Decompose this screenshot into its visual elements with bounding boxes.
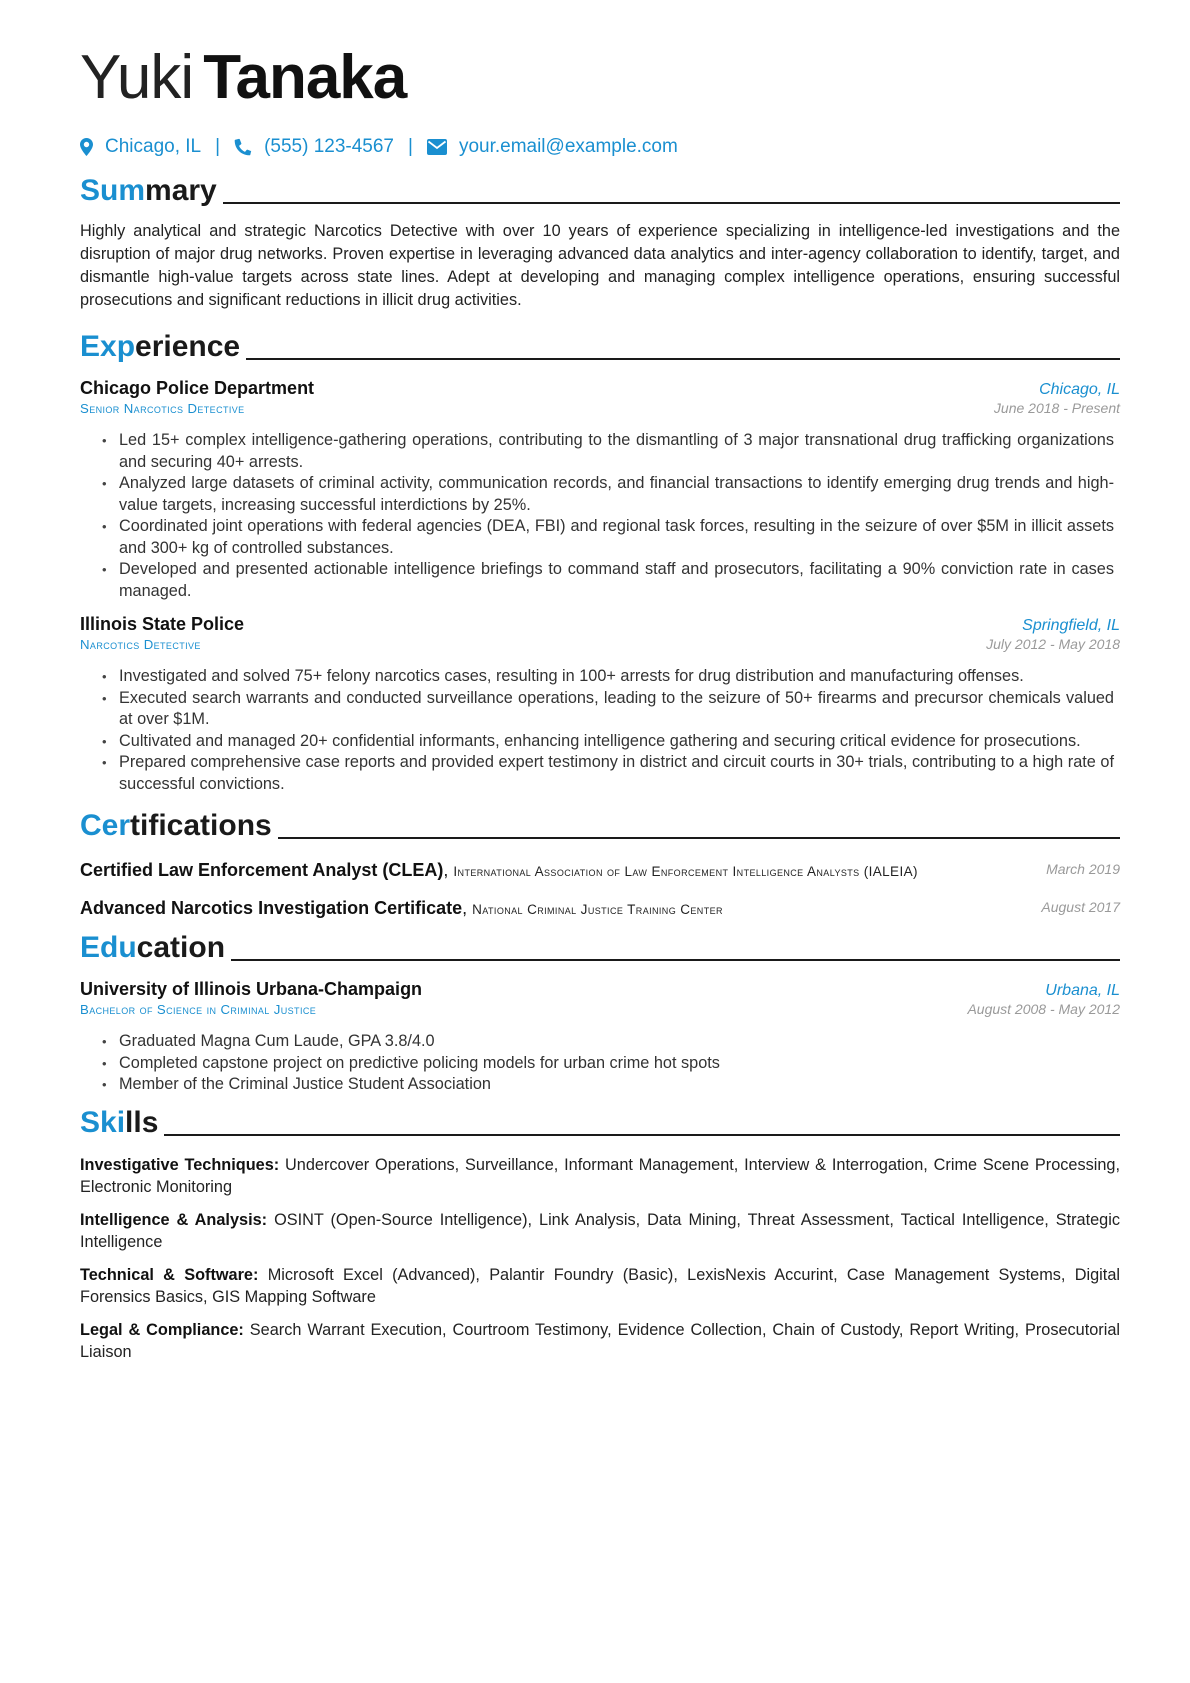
phone-text: (555) 123-4567 xyxy=(264,136,394,157)
certification-name: Advanced Narcotics Investigation Certificate xyxy=(80,898,463,918)
certification-issuer: National Criminal Justice Training Center xyxy=(472,902,723,917)
certifications-heading xyxy=(80,805,1120,845)
title-accent: Sum xyxy=(80,174,146,207)
achievement-item: • Led 15+ complex intelligence-gathering operations, contributing to the dismantling of 3 major transnational drug trafficking organizations and securing 40+ arrests. xyxy=(102,430,1120,473)
skill-list: Undercover Operations, Surveillance, Informant Management, Interview & Interrogation, Crime Scene Processing, Electronic Monitoring xyxy=(80,1155,1120,1196)
first-name: Yuki xyxy=(80,43,194,112)
skill-list: Microsoft Excel (Advanced), Palantir Foundry (Basic), LexisNexis Accurint, Case Management Systems, Digital Forensics Basics, GIS Mapping Software xyxy=(80,1265,1120,1306)
section-rule xyxy=(278,837,1120,839)
skill-category: Investigative Techniques: xyxy=(80,1155,280,1174)
skill-category: Legal & Compliance: xyxy=(80,1320,244,1339)
achievement-list xyxy=(80,430,1120,602)
resume-content xyxy=(80,38,1120,1364)
section-rule xyxy=(231,959,1120,961)
achievement-item: • Investigated and solved 75+ felony narcotics cases, resulting in 100+ arrests for drug distribution and manufacturing offenses. xyxy=(102,666,1120,688)
employer-location: Chicago, IL xyxy=(1039,381,1120,398)
achievement-item: • Prepared comprehensive case reports and provided expert testimony in district and circuit courts in 30+ trials, contributing to a high rate of successful convictions. xyxy=(102,752,1120,795)
location-text: Chicago, IL xyxy=(105,136,202,157)
envelope-icon xyxy=(427,139,447,155)
job-dates: June 2018 - Present xyxy=(993,400,1120,416)
certification-item: Advanced Narcotics Investigation Certificate, National Criminal Justice Training Center August 2017 xyxy=(80,898,1120,918)
skill-list: Search Warrant Execution, Courtroom Testimony, Evidence Collection, Chain of Custody, Report Writing, Prosecutorial Liaison xyxy=(80,1320,1120,1361)
section-rule xyxy=(164,1134,1120,1136)
education-entry xyxy=(80,979,1120,1096)
highlight-item: • Completed capstone project on predictive policing models for urban crime hot spots xyxy=(102,1053,1120,1075)
title-rest: cation xyxy=(136,931,226,964)
job-title: Narcotics Detective xyxy=(80,637,201,652)
skill-group xyxy=(80,1154,1120,1199)
employer-name: Illinois State Police xyxy=(80,614,245,634)
title-accent: Cer xyxy=(80,809,131,842)
map-marker-icon xyxy=(80,138,93,156)
email-text: your.email@example.com xyxy=(458,136,678,157)
section-title xyxy=(80,807,272,845)
job-title: Senior Narcotics Detective xyxy=(80,401,245,416)
highlight-item: • Member of the Criminal Justice Student Association xyxy=(102,1074,1120,1096)
education-heading xyxy=(80,927,1120,967)
highlight-item: • Graduated Magna Cum Laude, GPA 3.8/4.0 xyxy=(102,1031,1120,1053)
experience-heading xyxy=(80,326,1120,366)
section-rule xyxy=(223,202,1120,204)
education-dates: August 2008 - May 2012 xyxy=(967,1001,1120,1017)
certification-item: Certified Law Enforcement Analyst (CLEA), International Association of Law Enforcement Intelligence Analysts (IALEIA) March 2019 xyxy=(80,860,1120,880)
education-highlights xyxy=(80,1031,1120,1096)
title-accent: Exp xyxy=(80,330,136,363)
contact-location xyxy=(80,136,201,158)
employer-location: Springfield, IL xyxy=(1022,617,1120,634)
skill-group xyxy=(80,1264,1120,1309)
contact-separator: | xyxy=(408,136,413,157)
job-dates: July 2012 - May 2018 xyxy=(986,636,1120,652)
section-rule xyxy=(246,358,1120,360)
skill-group xyxy=(80,1319,1120,1364)
contact-phone[interactable] xyxy=(234,136,394,158)
skill-list: OSINT (Open-Source Intelligence), Link Analysis, Data Mining, Threat Assessment, Tactical Intelligence, Strategic Intelligence xyxy=(80,1210,1120,1251)
school-name: University of Illinois Urbana-Champaign xyxy=(80,979,423,999)
title-accent: Ski xyxy=(80,1105,126,1139)
phone-icon xyxy=(234,138,252,156)
title-rest: erience xyxy=(135,330,241,363)
contact-line xyxy=(80,132,1120,162)
title-rest: lls xyxy=(125,1105,159,1139)
achievement-item: • Coordinated joint operations with federal agencies (DEA, FBI) and regional task forces, resulting in the seizure of over $5M in illicit assets and 300+ kg of controlled substances. xyxy=(102,516,1120,559)
experience-entry xyxy=(80,614,1120,795)
certification-name: Certified Law Enforcement Analyst (CLEA) xyxy=(80,860,444,880)
title-accent: Edu xyxy=(80,931,137,964)
experience-entry xyxy=(80,378,1120,602)
achievement-list xyxy=(80,666,1120,795)
title-rest: mary xyxy=(145,174,217,207)
certification-issuer: International Association of Law Enforcement Intelligence Analysts (IALEIA) xyxy=(453,864,918,879)
summary-heading xyxy=(80,170,1120,210)
skill-category: Intelligence & Analysis: xyxy=(80,1210,268,1229)
section-title xyxy=(80,929,225,967)
skill-group xyxy=(80,1209,1120,1254)
degree: Bachelor of Science in Criminal Justice xyxy=(80,1002,317,1017)
employer-name: Chicago Police Department xyxy=(80,378,315,398)
certification-date: August 2017 xyxy=(1041,899,1120,915)
school-location: Urbana, IL xyxy=(1045,982,1120,999)
title-rest: tifications xyxy=(130,809,272,842)
achievement-item: • Executed search warrants and conducted surveillance operations, leading to the seizure of 50+ firearms and precursor chemicals valued at over $1M. xyxy=(102,688,1120,731)
achievement-item: • Developed and presented actionable intelligence briefings to command staff and prosecutors, facilitating a 90% conviction rate in cases managed. xyxy=(102,559,1120,602)
certification-date: March 2019 xyxy=(1046,861,1120,877)
contact-separator: | xyxy=(215,136,221,157)
achievement-item: • Cultivated and managed 20+ confidential informants, enhancing intelligence gathering and securing critical evidence for prosecutions. xyxy=(102,731,1120,753)
section-title xyxy=(80,172,217,210)
summary-text: Highly analytical and strategic Narcotics Detective with over 10 years of experience specializing in intelligence-led investigations and the disruption of major drug networks. Proven expertise in leveraging advanced data analytics and inter-agency collaboration to identify, target, and dismantle high-value targets across state lines. Adept at developing and managing complex intelligence operations, ensuring successful prosecutions and significant reductions in illicit drug activities. xyxy=(80,222,1120,309)
skill-category: Technical & Software: xyxy=(80,1265,259,1284)
section-title xyxy=(80,328,240,366)
achievement-item: • Analyzed large datasets of criminal activity, communication records, and financial transactions to identify emerging drug trends and high-value targets, increasing successful interdictions by 25%. xyxy=(102,473,1120,516)
last-name: Tanaka xyxy=(203,43,407,112)
section-title xyxy=(80,1104,158,1142)
contact-email[interactable] xyxy=(427,136,678,158)
candidate-name xyxy=(80,38,1120,118)
skills-heading xyxy=(80,1102,1120,1142)
